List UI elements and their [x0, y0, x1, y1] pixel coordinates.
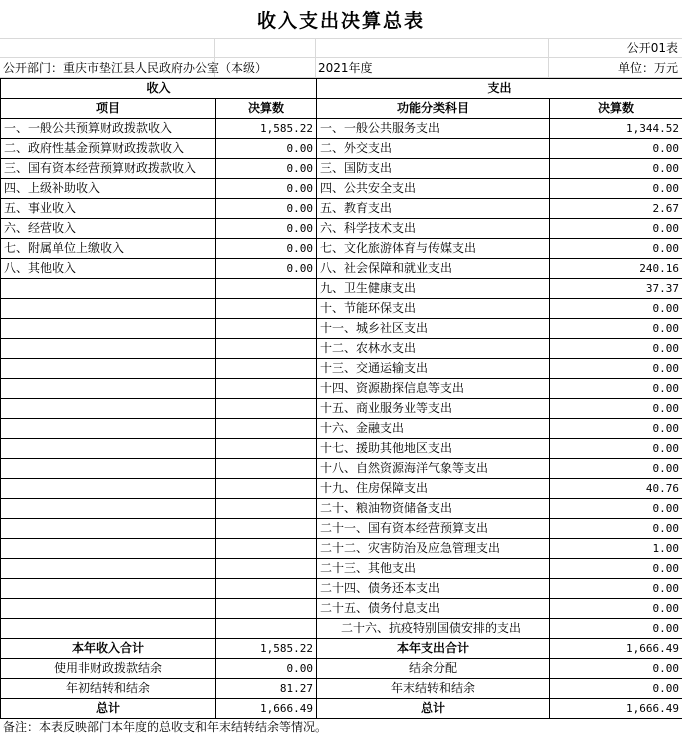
income-item — [1, 299, 216, 319]
expense-amount: 0.00 — [550, 419, 682, 439]
expense-item: 七、文化旅游体育与传媒支出 — [317, 239, 550, 259]
income-amount — [216, 459, 317, 479]
income-amount: 0.00 — [216, 139, 317, 159]
income-item — [1, 499, 216, 519]
summary-row — [1, 659, 682, 679]
income-amount — [216, 439, 317, 459]
expense-item: 二十、粮油物资储备支出 — [317, 499, 550, 519]
table-row — [1, 459, 682, 479]
income-amount: 0.00 — [216, 159, 317, 179]
unit-label: 单位：万元 — [617, 61, 678, 75]
table-row — [1, 279, 682, 299]
expense-amount: 0.00 — [550, 159, 682, 179]
expense-item: 二十一、国有资本经营预算支出 — [317, 519, 550, 539]
table-row — [1, 199, 682, 219]
expense-item: 十、节能环保支出 — [317, 299, 550, 319]
income-summary-label: 总计 — [1, 699, 216, 719]
income-amount — [216, 559, 317, 579]
expense-summary-label: 本年支出合计 — [317, 639, 550, 659]
table-row — [1, 419, 682, 439]
divider — [548, 38, 549, 78]
summary-row — [1, 699, 682, 719]
table-row — [1, 179, 682, 199]
income-item: 六、经营收入 — [1, 219, 216, 239]
expense-item: 二、外交支出 — [317, 139, 550, 159]
income-amount — [216, 519, 317, 539]
expense-item: 二十四、债务还本支出 — [317, 579, 550, 599]
table-row — [1, 499, 682, 519]
income-item — [1, 619, 216, 639]
table-row — [1, 619, 682, 639]
expense-item: 二十三、其他支出 — [317, 559, 550, 579]
income-item — [1, 319, 216, 339]
expense-summary-amount: 1,666.49 — [550, 699, 682, 719]
expense-item: 十五、商业服务业等支出 — [317, 399, 550, 419]
expense-item: 六、科学技术支出 — [317, 219, 550, 239]
income-summary-amount: 1,666.49 — [216, 699, 317, 719]
income-amount: 1,585.22 — [216, 119, 317, 139]
expense-amount: 0.00 — [550, 619, 682, 639]
form-number: 公开01表 — [626, 41, 678, 55]
fiscal-year: 2021年度 — [318, 61, 373, 75]
income-item — [1, 459, 216, 479]
summary-row — [1, 679, 682, 699]
expense-item: 十四、资源勘探信息等支出 — [317, 379, 550, 399]
income-item — [1, 479, 216, 499]
footnote: 备注：本表反映部门本年度的总收支和年末结转结余等情况。 — [3, 720, 328, 734]
table-row — [1, 519, 682, 539]
table-row — [1, 399, 682, 419]
expense-amount: 0.00 — [550, 239, 682, 259]
expense-amount: 0.00 — [550, 599, 682, 619]
expense-summary-label: 结余分配 — [317, 659, 550, 679]
expense-item: 二十二、灾害防治及应急管理支出 — [317, 539, 550, 559]
income-amount — [216, 599, 317, 619]
income-amount — [216, 479, 317, 499]
income-item: 四、上级补助收入 — [1, 179, 216, 199]
income-item: 八、其他收入 — [1, 259, 216, 279]
divider — [315, 38, 316, 78]
table-row — [1, 579, 682, 599]
income-amount — [216, 539, 317, 559]
expense-amount: 0.00 — [550, 319, 682, 339]
income-amount: 0.00 — [216, 259, 317, 279]
table-row — [1, 359, 682, 379]
report-title: 收入支出决算总表 — [0, 0, 682, 39]
income-amount: 0.00 — [216, 179, 317, 199]
expense-amount: 0.00 — [550, 459, 682, 479]
table-header-row — [1, 79, 682, 99]
income-item: 三、国有资本经营预算财政拨款收入 — [1, 159, 216, 179]
budget-table — [0, 78, 682, 719]
summary-row — [1, 639, 682, 659]
expense-amount: 0.00 — [550, 499, 682, 519]
expense-item: 十一、城乡社区支出 — [317, 319, 550, 339]
income-item — [1, 579, 216, 599]
expense-summary-label: 年末结转和结余 — [317, 679, 550, 699]
table-row — [1, 239, 682, 259]
amount-header: 决算数 — [550, 99, 682, 119]
income-item: 七、附属单位上缴收入 — [1, 239, 216, 259]
table-row — [1, 319, 682, 339]
income-item — [1, 399, 216, 419]
expense-item: 十八、自然资源海洋气象等支出 — [317, 459, 550, 479]
income-item — [1, 539, 216, 559]
expense-item: 三、国防支出 — [317, 159, 550, 179]
income-item — [1, 279, 216, 299]
table-row — [1, 539, 682, 559]
expense-amount: 0.00 — [550, 339, 682, 359]
expense-amount: 0.00 — [550, 519, 682, 539]
income-item — [1, 559, 216, 579]
expense-item: 十三、交通运输支出 — [317, 359, 550, 379]
expense-item: 五、教育支出 — [317, 199, 550, 219]
expense-amount: 0.00 — [550, 299, 682, 319]
table-row — [1, 219, 682, 239]
expense-amount: 0.00 — [550, 139, 682, 159]
income-item: 五、事业收入 — [1, 199, 216, 219]
table-row — [1, 139, 682, 159]
income-item — [1, 339, 216, 359]
income-amount — [216, 619, 317, 639]
expense-amount: 0.00 — [550, 179, 682, 199]
expense-amount: 0.00 — [550, 379, 682, 399]
expense-item: 八、社会保障和就业支出 — [317, 259, 550, 279]
item-header: 项目 — [1, 99, 216, 119]
expense-amount: 240.16 — [550, 259, 682, 279]
income-summary-amount: 81.27 — [216, 679, 317, 699]
report-meta — [0, 38, 682, 78]
expense-amount: 0.00 — [550, 399, 682, 419]
func-item-header: 功能分类科目 — [317, 99, 550, 119]
expense-amount: 0.00 — [550, 559, 682, 579]
income-amount: 0.00 — [216, 199, 317, 219]
income-summary-amount: 0.00 — [216, 659, 317, 679]
table-row — [1, 479, 682, 499]
table-row — [1, 259, 682, 279]
table-row — [1, 299, 682, 319]
income-amount — [216, 319, 317, 339]
amount-header: 决算数 — [216, 99, 317, 119]
income-summary-label: 使用非财政拨款结余 — [1, 659, 216, 679]
income-item — [1, 599, 216, 619]
income-amount — [216, 279, 317, 299]
income-amount — [216, 359, 317, 379]
expense-item: 十九、住房保障支出 — [317, 479, 550, 499]
table-row — [1, 159, 682, 179]
expense-item: 一、一般公共服务支出 — [317, 119, 550, 139]
expense-item: 十二、农林水支出 — [317, 339, 550, 359]
expense-amount: 0.00 — [550, 579, 682, 599]
income-header: 收入 — [1, 79, 317, 99]
income-amount — [216, 339, 317, 359]
income-item — [1, 359, 216, 379]
expense-amount: 0.00 — [550, 439, 682, 459]
expense-amount: 2.67 — [550, 199, 682, 219]
table-header-row — [1, 99, 682, 119]
income-item — [1, 519, 216, 539]
table-row — [1, 379, 682, 399]
expense-amount: 1,344.52 — [550, 119, 682, 139]
income-summary-label: 年初结转和结余 — [1, 679, 216, 699]
expense-amount: 0.00 — [550, 219, 682, 239]
income-amount — [216, 299, 317, 319]
income-amount — [216, 499, 317, 519]
table-row — [1, 339, 682, 359]
expense-item: 十六、金融支出 — [317, 419, 550, 439]
expense-item: 十七、援助其他地区支出 — [317, 439, 550, 459]
income-item: 二、政府性基金预算财政拨款收入 — [1, 139, 216, 159]
income-item: 一、一般公共预算财政拨款收入 — [1, 119, 216, 139]
income-amount: 0.00 — [216, 239, 317, 259]
expense-summary-label: 总计 — [317, 699, 550, 719]
income-amount — [216, 399, 317, 419]
expense-item: 九、卫生健康支出 — [317, 279, 550, 299]
income-item — [1, 439, 216, 459]
income-item — [1, 419, 216, 439]
expense-item: 二十六、抗疫特别国债安排的支出 — [317, 619, 550, 639]
table-row — [1, 599, 682, 619]
expense-summary-amount: 0.00 — [550, 659, 682, 679]
income-amount — [216, 419, 317, 439]
department-label: 公开部门：重庆市垫江县人民政府办公室（本级） — [3, 61, 268, 75]
expense-amount: 37.37 — [550, 279, 682, 299]
expense-summary-amount: 1,666.49 — [550, 639, 682, 659]
expense-item: 二十五、债务付息支出 — [317, 599, 550, 619]
expense-header: 支出 — [317, 79, 682, 99]
expense-amount: 40.76 — [550, 479, 682, 499]
expense-item: 四、公共安全支出 — [317, 179, 550, 199]
expense-amount: 1.00 — [550, 539, 682, 559]
income-item — [1, 379, 216, 399]
income-summary-amount: 1,585.22 — [216, 639, 317, 659]
income-amount — [216, 579, 317, 599]
expense-summary-amount: 0.00 — [550, 679, 682, 699]
income-summary-label: 本年收入合计 — [1, 639, 216, 659]
income-amount: 0.00 — [216, 219, 317, 239]
table-row — [1, 559, 682, 579]
table-row — [1, 439, 682, 459]
income-amount — [216, 379, 317, 399]
expense-amount: 0.00 — [550, 359, 682, 379]
table-row — [1, 119, 682, 139]
